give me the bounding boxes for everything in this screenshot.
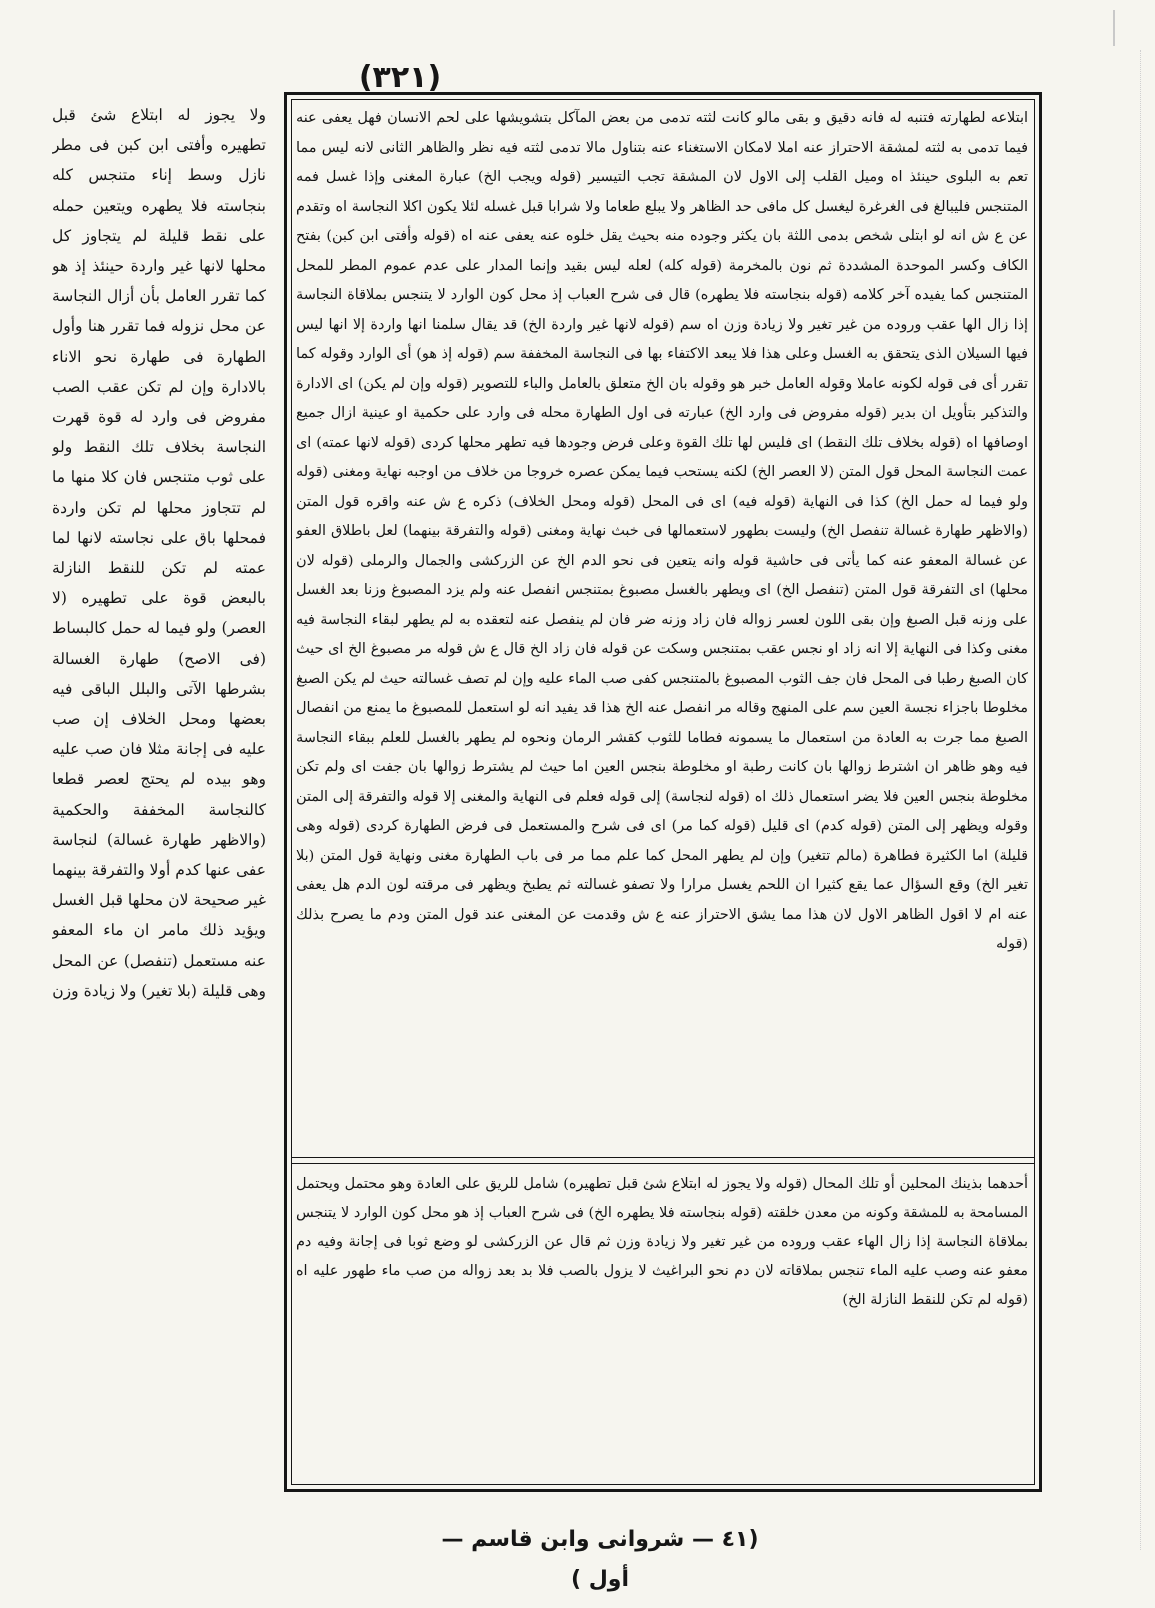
scan-edge-mark [1113, 10, 1115, 46]
footnote-text: أحدهما بذينك المحلين أو تلك المحال (قوله ولا يجوز له ابتلاع شئ قبل تطهيره) شامل للريق على العادة وهو محتمل ويحتمل المسامحة به للمشقة وكونه من معدن خلقته (قوله بنجاسته فلا يطهره الخ) فى شرح العباب إذ هو محل كون الوارد لا يتنجس بملاقاة النجاسة إذا زال الهاء عقب وروده من غير تغير ولا زيادة وزن ثم قال عن الزركشى لو وضع ثوبا فى إجانة وفيه دم معفو عنه وصب عليه الماء تنجس بملاقاته لان دم نحو البراغيث لا يزول بالصب فلا بد بعد زواله من صب ماء طهور عليه اه (قوله لم تكن للنقط النازلة الخ) [296, 1176, 1028, 1308]
matn-column-text: ولا يجوز له ابتلاع شئ قبل تطهيره وأفتى ابن كبن فى مطر نازل وسط إناء متنجس كله بنجاسته فلا يطهره ويتعين حمله على نقط قليلة لم يتجاوز كل محلها لانها غير واردة حينئذ إذ هو كما تقرر العامل بأن أزال النجاسة عن محل نزوله فما تقرر هنا وأول الطهارة فى طهارة نحو الاناء بالادارة وإن لم تكن عقب الصب مفروض فى وارد له قوة قهرت النجاسة بخلاف تلك النقط ولو على ثوب متنجس فان كلا منها ما لم تتجاوز محلها لم تكن واردة فمحلها باق على نجاسته لانها لما عمته لم تكن للنقط النازلة بالبعض قوة على تطهيره (لا العصر) ولو فيما له حمل كالبساط (فى الاصح) طهارة الغسالة بشرطها الآتى والبلل الباقى فيه بعضها ومحل الخلاف إن صب عليه فى إجانة مثلا فان صب عليه وهو بيده لم يحتج لعصر قطعا كالنجاسة المخففة والحكمية (والاظهر طهارة غسالة) لنجاسة عفى عنها كدم أولا والتفرقة بينهما غير صحيحة لان محلها قبل الغسل ويؤيد ذلك مامر ان ماء المعفو عنه مستعمل (تنفصل) عن المحل وهى قليلة (بلا تغير) ولا زيادة وزن [52, 106, 266, 1000]
frame-divider [292, 1157, 1034, 1164]
page-number: (٣٢١) [358, 60, 442, 95]
main-commentary-text: ابتلاعه لطهارته فتنبه له فانه دقيق و بقى مالو كانت لثته تدمى من بعض المآكل بتشويشها على لحم الانسان فهل يعفى عنه فيما تدمى به لثته لمشقة الاحتراز عنه املا لامكان الاستغناء عنه بتناول مالا تدمى لثته فيه نظر والظاهر الثانى لانه ليس مما تعم به البلوى حينئذ اه وميل القلب إلى الاول لان المشقة تجب التيسير (قوله ويجب الخ) عبارة المغنى وإذا غسل فمه المتنجس فليبالغ فى الغرغرة ليغسل كل مافى حد الظاهر ولا يبلع طعاما ولا شرابا قبل غسله لئلا يكون اكلا النجاسة اه وتقدم عن ع ش انه لو ابتلى شخص بدمى اللثة بان يكثر وجوده منه بحيث يقل خلوه عنه يعفى عنه اه (قوله وأفتى ابن كبن) بفتح الكاف وكسر الموحدة المشددة ثم نون بالمخرمة (قوله كله) لعله ليس بقيد وإنما المدار على عدم عموم المطر للمحل المتنجس كما يفيده آخر كلامه (قوله بنجاسته فلا يطهره) قال فى شرح العباب إذ محل كون الوارد لا يتنجس بملاقاة النجاسة إذا زال الها عقب وروده من غير تغير ولا زيادة وزن اه سم (قوله لانها غير واردة الخ) قد يقال سلمنا انها واردة إلا انها ليس فيها السيلان الذى يتحقق به الغسل وعلى هذا فلا يبعد الاكتفاء بها فى النجاسة المخففة سم (قوله إذ هو) أى الوارد وقوله كما تقرر أى فى قوله لكونه عاملا وقوله العامل خبر هو وقوله بان الخ متعلق بالعامل والباء للتصوير (قوله وإن لم يكن) اى الادارة والتذكير بتأويل ان بدير (قوله مفروض فى وارد الخ) عبارته فى اول الطهارة محله فى وارد على حكمية او عينية ازال جميع اوصافها اه (قوله بخلاف تلك النقط) اى فليس لها تلك القوة وعلى فرض وجودها فيه تطهر محلها كردى (قوله لانها عمته) اى عمت النجاسة المحل قول المتن (لا العصر الخ) لكنه يستحب فيما يمكن عصره خروجا من خلاف من اوجبه نهاية ومغنى (قوله ولو فيما له حمل الخ) كذا فى النهاية (قوله فيه) اى فى المحل (قوله ومحل الخلاف) ذكره ع ش عنه واقره قول المتن (والاظهر طهارة غسالة تنفصل الخ) وليست بطهور لاستعمالها فى خبث نهاية ومغنى (قوله والتفرقة بينهما) لعل باطلاق العفو عن غسالة المعفو عنه كما يأتى فى حاشية قوله وانه يتعين فى نحو الدم الخ عن الزركشى والجمال والرملى (قوله لان محلها) اى التفرقة قول المتن (تنفصل الخ) اى ويطهر بالغسل مصبوغ بمتنجس انفصل عنه ولم يزد المصبوغ وزنا بعد الغسل على وزنه قبل الصبغ وإن بقى اللون لعسر زواله فان زاد وزنه ضر فان لم ينفصل عنه لتعقده به لم يطهر لبقاء النجاسة فيه مغنى وكذا فى النهاية إلا انه زاد او نجس عقب بمتنجس وسكت عن قوله فان زاد الخ قال ع ش قوله مر مصبوغ الخ اى حيث كان الصبغ رطبا فى المحل فان جف الثوب المصبوغ بالمتنجس كفى صب الماء عليه وإن لم تصف غسالته حيث لم يكن الصبغ مخلوطا باجزاء نجسة العين سم على المنهج وقاله مر انفصل عنه الخ هذا قد يفيد انه لو استعمل للمصبوغ ما يمنع من انفصال الصبغ مما جرت به العادة من استعمال ما يسمونه فطاما للثوب كقشر الرمان ونحوه لم يطهر بالغسل للعلم ببقاء النجاسة فيه وهو ظاهر ان اشترط زوالها بان كانت رطبة او مخلوطة بنجس العين اما حيث لم يشترط زوالها بان جفت اى ولم تكن مخلوطة بنجس العين فلا يضر استعمال ذلك اه (قوله لنجاسة) إلى قوله فعلم فى النهاية والمغنى إلا قوله والتفرقة إلى المتن وقوله ويظهر إلى المتن (قوله كدم) اى قليل (قوله كما مر) اى فى شرح والمستعمل فى فرض الطهارة كردى (قوله وهى قليلة) اما الكثيرة فطاهرة (مالم تتغير) وإن لم يطهر المحل كما علم مما مر فى باب الطهارة مغنى ونهاية قول المتن (بلا تغير الخ) وقع السؤال عما يقع كثيرا ان اللحم يغسل مرارا ولا تصفو غسالته ثم يطبخ ويظهر فى مرقته لون الدم هل يعفى عنه ام لا اقول الظاهر الاول لان هذا مما يشق الاحتراز عنه ع ش وقدمت عن المغنى عند قول المتن ودم ما يصرح بذلك (قوله [296, 110, 1028, 952]
scan-dotted-rule [1140, 50, 1143, 1550]
footer-title: (٤١ — شروانى وابن قاسم — أول ) [441, 1527, 759, 1592]
